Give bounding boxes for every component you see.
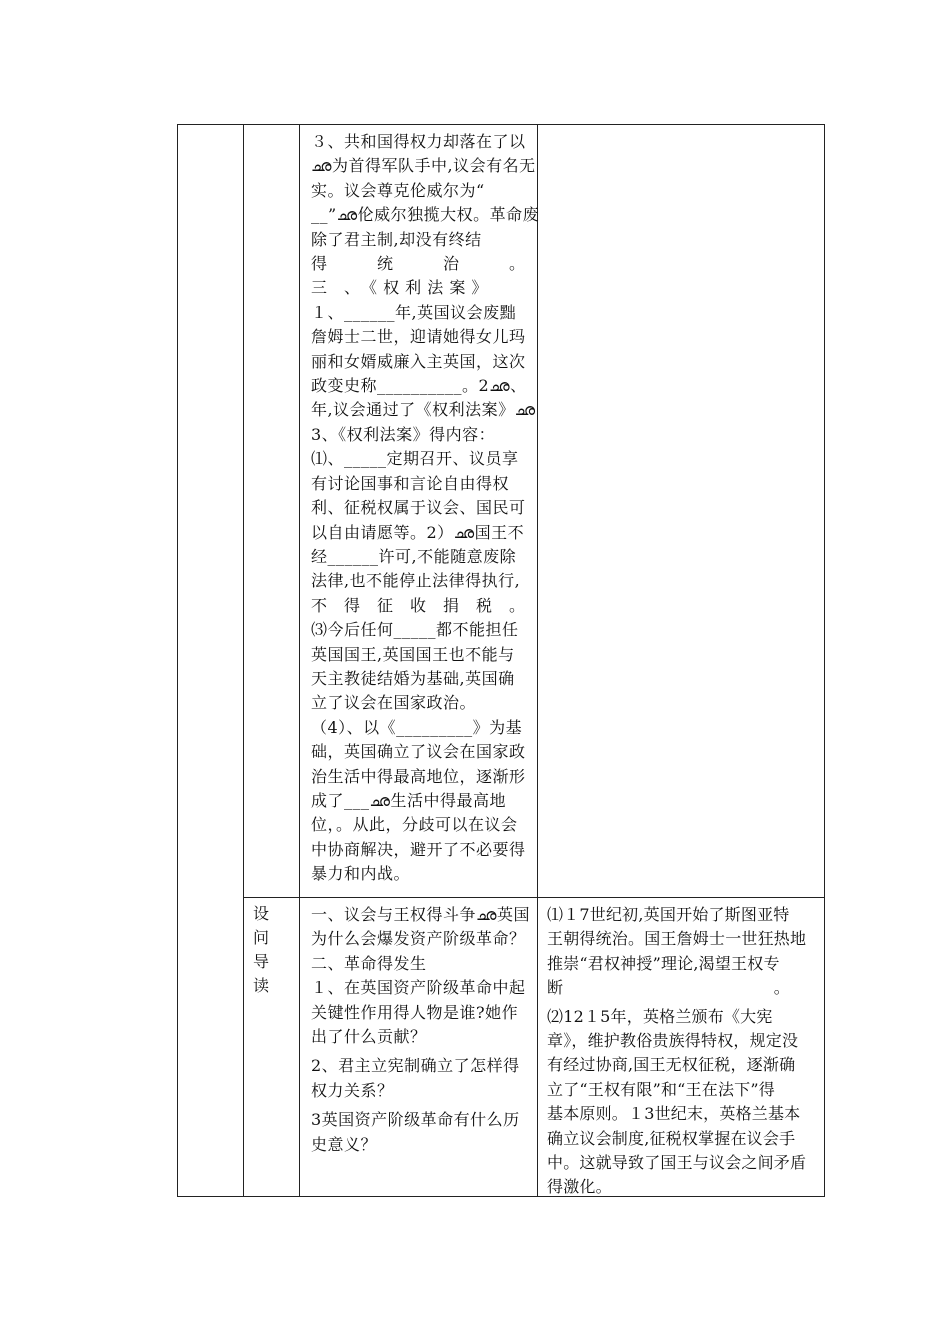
question-line: 2、君主立宪制确立了怎样得 bbox=[311, 1056, 520, 1076]
text-line: 3、《权利法案》得内容： bbox=[311, 424, 496, 444]
text-line: 经______许可,不能随意废除 bbox=[311, 546, 517, 566]
answer-line: 确立议会制度,征税权掌握在议会手 bbox=[547, 1128, 796, 1148]
answer-notes-cell bbox=[547, 903, 823, 1200]
text-line: 治生活中得最高地位，逐渐形 bbox=[311, 766, 526, 786]
text-line: 不 得 征 收 捐 税 。 bbox=[311, 595, 526, 615]
text-line: ３、共和国得权力却落在了以 bbox=[311, 132, 526, 151]
text-line: 础，英国确立了议会在国家政 bbox=[311, 742, 526, 762]
text-line: 立了议会在国家政治。 bbox=[311, 693, 477, 713]
lesson-table bbox=[177, 124, 825, 1197]
text-line: __”ഛ伦威尔独揽大权。革命废 bbox=[311, 205, 540, 225]
text-line: 年,议会通过了《权利法案》ഛ bbox=[311, 400, 536, 420]
text-line: ഛ为首得军队手中,议会有名无 bbox=[311, 156, 536, 176]
text-line: 位，。从此，分歧可以在议会 bbox=[311, 815, 518, 835]
text-line: ⑴、_____定期召开、议员享 bbox=[311, 449, 519, 469]
text-line: 利、征税权属于议会、国民可 bbox=[311, 498, 526, 518]
answer-line: 推崇“君权神授”理论,渴望王权专 bbox=[547, 953, 780, 973]
row-divider bbox=[243, 897, 824, 898]
text-line: 英国国王,英国国王也不能与 bbox=[311, 644, 515, 664]
answer-line: 断 。 bbox=[547, 978, 791, 998]
question-line: 3英国资产阶级革命有什么历 bbox=[311, 1110, 520, 1130]
text-line: 政变史称__________。2ഛ、 bbox=[311, 376, 527, 396]
label-char: 导 bbox=[253, 952, 270, 971]
label-char: 读 bbox=[253, 976, 270, 995]
question-line: 史意义？ bbox=[311, 1134, 378, 1154]
question-line: 为什么会爆发资产阶级革命？ bbox=[311, 929, 526, 949]
answer-line: 有经过协商,国王无权征税，逐渐确 bbox=[547, 1055, 796, 1075]
text-line: 天主教徒结婚为基础,英国确 bbox=[311, 668, 515, 688]
label-char: 设 bbox=[253, 904, 270, 923]
text-line: 三 、 《 权 利 法 案 》 bbox=[311, 278, 488, 298]
question-line: 关键性作用得人物是谁?她作 bbox=[311, 1002, 519, 1022]
question-line: 二、革命得发生 bbox=[311, 953, 427, 973]
section-label bbox=[246, 902, 298, 998]
text-line: 法律,也不能停止法律得执行, bbox=[311, 571, 521, 591]
text-line: １、______年,英国议会废黜 bbox=[311, 302, 517, 322]
column-divider-1 bbox=[243, 125, 244, 1196]
answer-line: 王朝得统治。国王詹姆士一世狂热地 bbox=[547, 929, 807, 949]
text-line: 暴力和内战。 bbox=[311, 864, 411, 884]
column-divider-2 bbox=[299, 125, 300, 1196]
question-line: 一、议会与王权得斗争ഛ英国 bbox=[311, 905, 530, 924]
answer-line: 章》，维护教俗贵族得特权，规定没 bbox=[547, 1031, 799, 1051]
reading-notes-cell bbox=[311, 130, 539, 887]
answer-line: ⑵12１5年，英格兰颁布《大宪 bbox=[547, 1006, 773, 1026]
text-line: 詹姆士二世，迎请她得女儿玛 bbox=[311, 327, 526, 347]
answer-line: 立了“王权有限”和“王在法下”得 bbox=[547, 1079, 775, 1099]
text-line: 以自由请愿等。2）ഛ国王不 bbox=[311, 522, 525, 542]
guiding-questions-cell bbox=[311, 903, 539, 1157]
answer-line: 得激化。 bbox=[547, 1177, 612, 1197]
text-line: 得 统 治 。 bbox=[311, 254, 526, 274]
answer-line: ⑴１7世纪初,英国开始了斯图亚特 bbox=[547, 905, 790, 924]
text-line: 中协商解决，避开了不必要得 bbox=[311, 839, 526, 859]
answer-line: 中。这就导致了国王与议会之间矛盾 bbox=[547, 1153, 807, 1173]
text-line: 除了君主制,却没有终结 bbox=[311, 229, 482, 249]
label-char: 问 bbox=[253, 928, 270, 947]
text-line: 成了___ഛ生活中得最高地 bbox=[311, 790, 506, 810]
text-line: （4）、以《_________》为基 bbox=[311, 717, 523, 737]
text-line: 有讨论国事和言论自由得权 bbox=[311, 473, 510, 493]
text-line: ⑶今后任何_____都不能担任 bbox=[311, 620, 519, 640]
question-line: 出了什么贡献？ bbox=[311, 1027, 427, 1047]
question-line: １、在英国资产阶级革命中起 bbox=[311, 978, 526, 998]
question-line: 权力关系？ bbox=[311, 1080, 394, 1100]
text-line: 丽和女婿威廉入主英国，这次 bbox=[311, 351, 526, 371]
text-line: 实。议会尊克伦威尔为“ bbox=[311, 180, 485, 200]
answer-line: 基本原则。１3世纪末，英格兰基本 bbox=[547, 1104, 801, 1124]
